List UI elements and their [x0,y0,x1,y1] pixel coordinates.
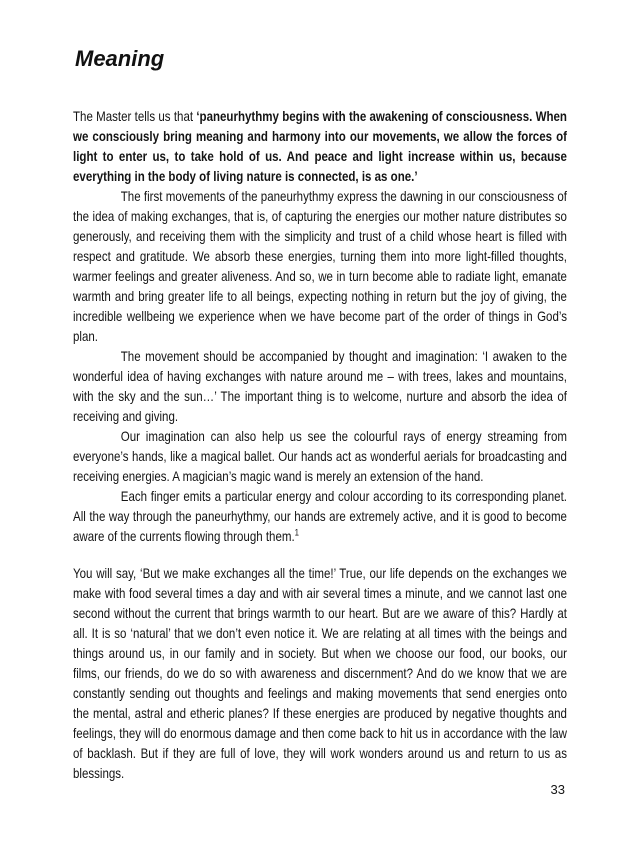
footnote-marker: 1 [294,527,300,539]
paragraph-imagination-rays: Our imagination can also help us see the colourful rays of energy streaming from everyone’s hands, like a magical ballet. Our hands act as wonderful aerials for broadcasting and receiving energies. A magician’s magic wand is merely an extension of the hand. [73,428,567,484]
paragraph-finger-energy-text: Each finger emits a particular energy and colour according to its corresponding planet. All the way through the paneurhythmy, our hands are extremely active, and it is good to become aware of the currents flowing through them. [73,488,567,544]
paragraph-finger-energy [73,486,567,546]
master-quote-bold-text: ‘paneurhythmy begins with the awakening of consciousness. When we consciously bring meaning and harmony into our movements, we allow the forces of light to enter us, to take hold of us. And peace and light increase within us, because everything in the body of living nature is connected, is as one.’ [73,108,567,184]
paragraph-exchanges-all-the-time: You will say, ‘But we make exchanges all the time!’ True, our life depends on the exchanges we make with food several times a day and with air several times a minute, and we cannot last one second without the current that brings warmth to our heart. But are we aware of this? Hardly at all. It is so ‘natural’ that we don’t even notice it. We are relating at all times with the beings and things around us, in our family and in society. But when we choose our food, our books, our films, our friends, do we do so with awareness and discernment? And do we know that we are constantly sending out thoughts and feelings and making movements that send energies onto the mental, astral and etheric planes? If these energies are produced by negative thoughts and feelings, they will do enormous damage and then come back to hit us in accordance with the law of backlash. But if they are full of love, they will work wonders around us and return to us as blessings. [73,565,567,781]
body-text-block [73,106,567,783]
paragraph-first-movements: The first movements of the paneurhythmy express the dawning in our consciousness of the idea of making exchanges, that is, of capturing the energies our mother nature distributes so generously, and receiving them with the simplicity and trust of a child whose heart is filled with respect and gratitude. We absorb these energies, turning them into more light-filled thoughts, warmer feelings and greater aliveness. And so, we in turn become able to radiate light, emanate warmth and bring greater life to all beings, expecting nothing in return but the joy of giving, the incredible wellbeing we experience when we have become part of the order of things in God’s plan. [73,188,567,344]
page-number: 33 [550,782,565,797]
paragraph-lead-text: The Master tells us that [73,108,197,124]
paragraph-thought-imagination: The movement should be accompanied by thought and imagination: ‘I awaken to the wonderful idea of having exchanges with nature around me – with trees, lakes and mountains, with the sky and the sun…’ The important thing is to welcome, nurture and absorb the idea of receiving and giving. [73,348,567,424]
page-title: Meaning [75,46,165,71]
page-content [73,46,637,783]
paragraph-master-quote [73,106,567,186]
